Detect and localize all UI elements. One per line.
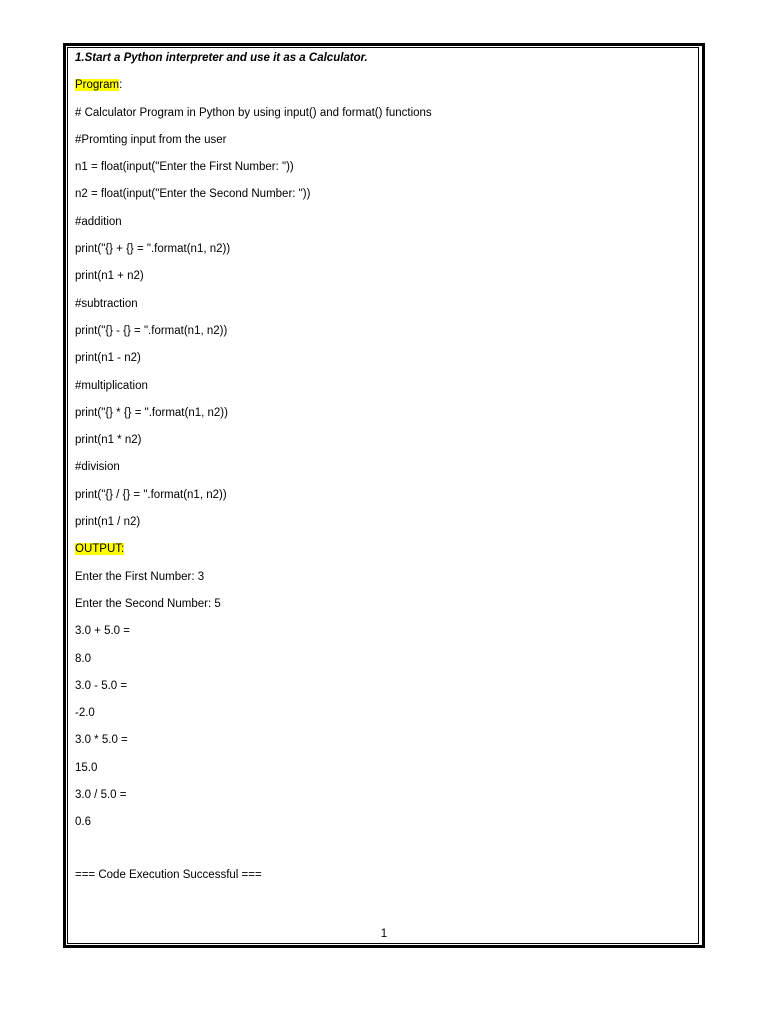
program-label-suffix: : bbox=[119, 79, 123, 92]
program-label: Program bbox=[75, 79, 120, 92]
code-line: # Calculator Program in Python by using input() and format() functions bbox=[75, 106, 432, 119]
code-line: print(n1 / n2) bbox=[75, 516, 141, 529]
output-line: 3.0 + 5.0 = bbox=[75, 625, 130, 638]
code-line: print("{} + {} = ".format(n1, n2)) bbox=[75, 243, 231, 256]
code-line: print("{} * {} = ".format(n1, n2)) bbox=[75, 406, 228, 419]
output-line: 0.6 bbox=[75, 816, 91, 829]
code-line: #multiplication bbox=[75, 379, 148, 392]
output-line: -2.0 bbox=[75, 707, 95, 720]
code-line: print(n1 * n2) bbox=[75, 434, 142, 447]
output-label: OUTPUT: bbox=[75, 543, 125, 556]
code-line: n2 = float(input("Enter the Second Number: ")) bbox=[75, 188, 311, 201]
output-line: Enter the First Number: 3 bbox=[75, 570, 205, 583]
output-line: 3.0 - 5.0 = bbox=[75, 679, 128, 692]
output-line: 8.0 bbox=[75, 652, 91, 665]
execution-status: === Code Execution Successful === bbox=[75, 868, 262, 881]
code-line: n1 = float(input("Enter the First Number: ")) bbox=[75, 161, 294, 174]
page-number: 1 bbox=[380, 928, 388, 940]
code-line: print("{} / {} = ".format(n1, n2)) bbox=[75, 488, 227, 501]
output-line: Enter the Second Number: 5 bbox=[75, 597, 221, 610]
output-heading bbox=[75, 541, 685, 557]
code-line: #division bbox=[75, 461, 120, 474]
code-line: print(n1 - n2) bbox=[75, 352, 141, 365]
code-line: #subtraction bbox=[75, 297, 138, 310]
program-heading bbox=[75, 77, 685, 93]
code-line: print(n1 + n2) bbox=[75, 270, 144, 283]
code-line: #Promting input from the user bbox=[75, 133, 227, 146]
code-line: print("{} - {} = ".format(n1, n2)) bbox=[75, 324, 228, 337]
document-title: 1.Start a Python interpreter and use it as a Calculator. bbox=[75, 52, 368, 64]
output-line: 3.0 * 5.0 = bbox=[75, 734, 128, 747]
output-line: 15.0 bbox=[75, 761, 98, 774]
code-line: #addition bbox=[75, 215, 122, 228]
spacer bbox=[75, 842, 685, 867]
document-content bbox=[75, 50, 685, 894]
output-line: 3.0 / 5.0 = bbox=[75, 789, 127, 802]
